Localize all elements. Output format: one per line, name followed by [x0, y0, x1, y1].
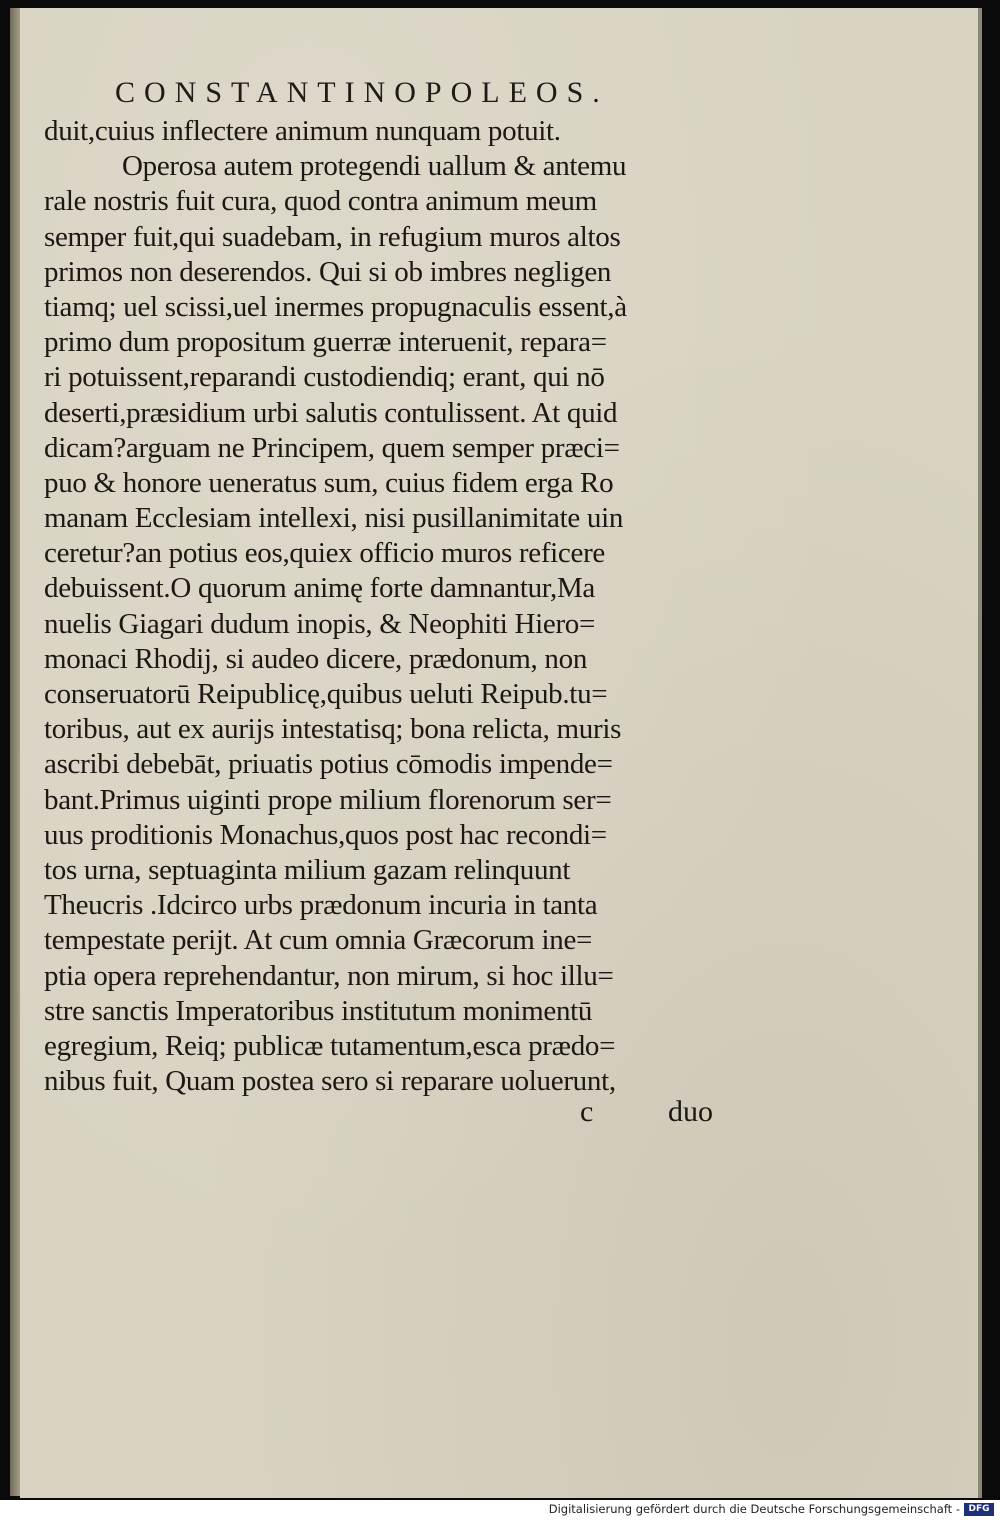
page-left-edge [10, 8, 20, 1496]
signature-mark: c [580, 1095, 594, 1128]
text-line: nuelis Giagari dudum inopis, & Neophiti Hiero= [44, 607, 596, 640]
body-text [44, 114, 744, 1099]
text-line: ri potuissent,reparandi custodiendiq; erant, qui nō [44, 361, 605, 394]
text-line: ptia opera reprehendantur, non mirum, si hoc illu= [44, 959, 614, 992]
text-line: tempestate perijt. At cum omnia Græcorum ine= [44, 924, 593, 957]
text-line: debuissent.O quorum animę forte damnantur,Ma [44, 572, 595, 605]
running-head: CONSTANTINOPOLEOS. [115, 76, 609, 109]
catchword: duo [668, 1095, 713, 1128]
text-line: monaci Rhodij, si audeo dicere, prædonum, non [44, 642, 588, 675]
text-line: nibus fuit, Quam postea sero si reparare uoluerunt, [44, 1065, 616, 1098]
page-right-edge [978, 8, 982, 1498]
footer-bar [0, 1500, 1000, 1520]
text-line: puo & honore ueneratus sum, cuius fidem erga Ro [44, 466, 614, 499]
text-line: dicam?arguam ne Principem, quem semper præci= [44, 431, 620, 464]
text-line: bant.Primus uiginti prope milium florenorum ser= [44, 783, 612, 816]
text-line: rale nostris fuit cura, quod contra animum meum [44, 185, 597, 218]
text-line: ceretur?an potius eos,quiex officio muros reficere [44, 537, 606, 570]
text-line: toribus, aut ex aurijs intestatisq; bona relicta, muris [44, 713, 622, 746]
text-line: tiamq; uel scissi,uel inermes propugnaculis essent,à [44, 290, 627, 323]
text-line: Theucris .Idcirco urbs prædonum incuria in tanta [44, 889, 598, 922]
text-line: uus proditionis Monachus,quos post hac recondi= [44, 818, 607, 851]
text-line: primo dum propositum guerræ interuenit, repara= [44, 326, 607, 359]
text-line: tos urna, septuaginta milium gazam relinquunt [44, 853, 571, 886]
text-line: semper fuit,qui suadebam, in refugium muros altos [44, 220, 621, 253]
text-line: Operosa autem protegendi uallum & antemu [122, 150, 627, 183]
text-line: primos non deserendos. Qui si ob imbres negligen [44, 255, 612, 288]
text-line: stre sanctis Imperatoribus institutum monimentū [44, 994, 593, 1027]
text-line: egregium, Reiq; publicæ tutamentum,esca prædo= [44, 1029, 616, 1062]
dfg-logo: DFG [964, 1503, 994, 1516]
text-line: ascribi debebāt, priuatis potius cōmodis impende= [44, 748, 613, 781]
funding-credit: Digitalisierung gefördert durch die Deutsche Forschungsgemeinschaft - [548, 1502, 960, 1516]
text-line: manam Ecclesiam intellexi, nisi pusillanimitate uin [44, 502, 624, 535]
text-line: conseruatorū Reipublicę,quibus ueluti Reipub.tu= [44, 678, 608, 710]
text-line: deserti,præsidium urbi salutis contulissent. At quid [44, 396, 618, 429]
text-line: duit,cuius inflectere animum nunquam potuit. [44, 115, 561, 147]
